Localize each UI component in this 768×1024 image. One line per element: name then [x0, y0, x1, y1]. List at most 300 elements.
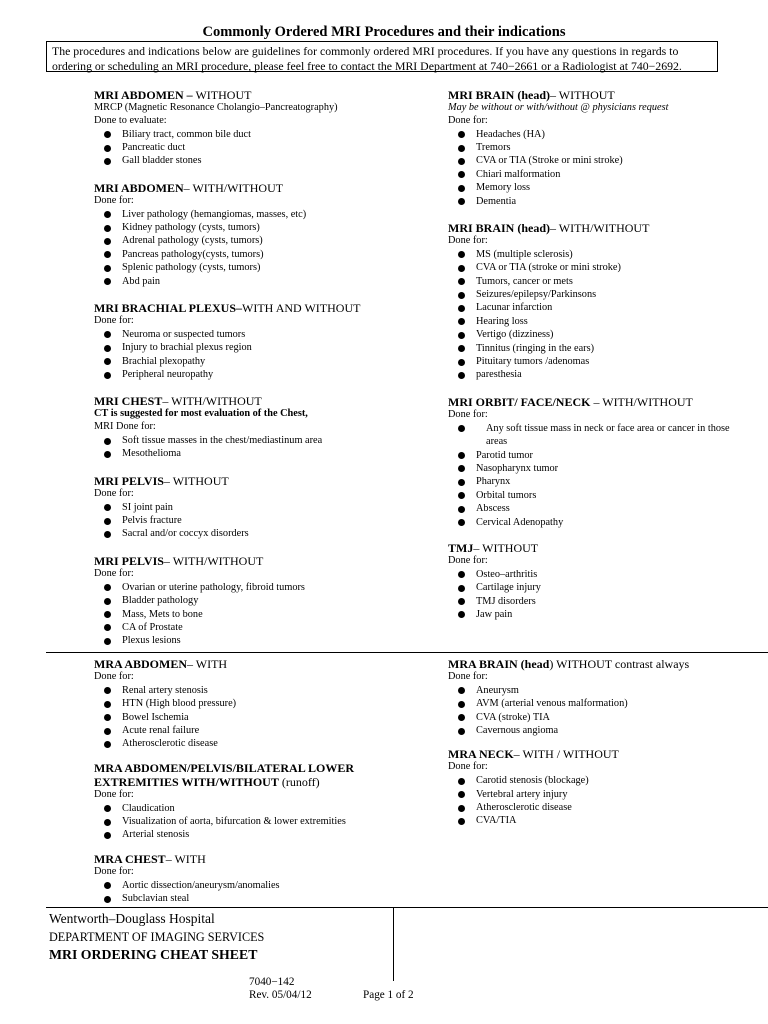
procedure-heading — [448, 657, 748, 671]
indication-item — [94, 828, 434, 841]
procedure-section — [94, 88, 434, 168]
indication-text: Jaw pain — [476, 608, 513, 620]
done-for-label: Done for: — [94, 788, 134, 800]
procedure-name: MRI ABDOMEN — [94, 180, 184, 195]
indication-item — [448, 328, 748, 341]
bullet-icon — [458, 778, 465, 785]
bullet-icon — [104, 896, 111, 903]
bullet-icon — [104, 131, 111, 138]
indication-item — [94, 355, 434, 368]
bullet-icon — [458, 818, 465, 825]
contrast-type: ) WITHOUT contrast always — [549, 657, 690, 671]
indication-text: Soft tissue masses in the chest/mediastinum area — [122, 435, 323, 447]
sheet-title: MRI ORDERING CHEAT SHEET — [49, 947, 258, 962]
contrast-type: – WITHOUT — [163, 473, 229, 488]
indication-item — [448, 595, 748, 608]
indication-text: Pharynx — [476, 476, 511, 488]
indication-text: Lacunar infarction — [476, 302, 553, 314]
procedure-name: EXTREMITIES WITH/WITHOUT — [94, 774, 279, 789]
procedure-heading — [94, 761, 434, 775]
indication-text: Visualization of aorta, bifurcation & lower extremities — [122, 816, 346, 828]
bullet-icon — [104, 882, 111, 889]
indication-text: Tinnitus (ringing in the ears) — [476, 342, 595, 354]
indication-text: CVA or TIA (stroke or mini stroke) — [476, 262, 621, 274]
indication-item — [94, 128, 434, 141]
indication-item — [448, 697, 748, 710]
bullet-icon — [458, 145, 465, 152]
indication-item — [448, 684, 748, 697]
indication-item — [448, 368, 748, 381]
procedure-section — [94, 394, 434, 460]
indication-text: Headaches (HA) — [476, 128, 545, 140]
footer-vertical-divider — [393, 907, 394, 981]
bullet-icon — [104, 518, 111, 525]
bullet-icon — [104, 728, 111, 735]
footer-divider — [46, 907, 768, 908]
indication-text: Cervical Adenopathy — [476, 516, 564, 528]
indication-text: Carotid stenosis (blockage) — [476, 775, 589, 787]
done-for-label: MRI Done for: — [94, 421, 156, 433]
procedure-section — [448, 88, 748, 208]
procedure-heading — [448, 221, 748, 235]
bullet-icon — [458, 359, 465, 366]
procedure-name: MRA CHEST — [94, 851, 166, 866]
indication-text: Claudication — [122, 802, 175, 814]
indication-item — [94, 501, 434, 514]
indication-item — [94, 328, 434, 341]
procedure-name: MRI BRAIN (head) — [448, 88, 550, 102]
procedure-heading — [94, 474, 434, 488]
indication-text: Gall bladder stones — [122, 155, 202, 167]
bullet-icon — [458, 701, 465, 708]
indication-item — [94, 141, 434, 154]
indication-text: Atherosclerotic disease — [476, 802, 572, 814]
indication-text: Biliary tract, common bile duct — [122, 128, 251, 140]
indication-text: paresthesia — [476, 369, 522, 381]
done-for-label: Done for: — [94, 194, 134, 206]
indication-item — [94, 892, 434, 905]
procedure-heading — [448, 747, 748, 761]
indication-text: TMJ disorders — [476, 595, 536, 607]
indication-item — [94, 684, 434, 697]
bullet-icon — [458, 492, 465, 499]
indication-text: Hearing loss — [476, 315, 528, 327]
indication-item — [448, 489, 748, 502]
procedure-heading — [94, 852, 434, 866]
procedure-section — [94, 474, 434, 541]
indication-item — [94, 234, 434, 247]
indication-item — [94, 815, 434, 828]
procedure-note: CT is suggested for most evaluation of the Chest, — [94, 408, 308, 420]
procedure-section — [94, 301, 434, 381]
indication-item — [94, 581, 434, 594]
bullet-icon — [458, 506, 465, 513]
indication-text: Parotid tumor — [476, 449, 533, 461]
indication-text: Cavernous angioma — [476, 725, 559, 737]
done-for-label: Done for: — [94, 315, 134, 327]
indication-text: Tumors, cancer or mets — [476, 275, 573, 287]
contrast-type: – WITH/WITHOUT — [162, 394, 262, 409]
procedure-section — [94, 852, 434, 906]
bullet-icon — [104, 278, 111, 285]
bullet-icon — [104, 504, 111, 511]
indication-text: Bowel Ischemia — [122, 711, 189, 723]
indication-text: AVM (arterial venous malformation) — [476, 698, 628, 710]
procedure-name: MRI BRAIN (head) — [448, 221, 550, 236]
indication-text: Aortic dissection/aneurysm/anomalies — [122, 879, 280, 891]
procedure-heading — [94, 554, 434, 568]
mra-left-column — [94, 657, 434, 905]
bullet-icon — [104, 158, 111, 165]
indication-item — [448, 315, 748, 328]
indication-item — [448, 581, 748, 594]
indication-item — [448, 788, 748, 801]
bullet-icon — [104, 211, 111, 218]
indication-item — [94, 447, 434, 460]
indication-item — [94, 275, 434, 288]
procedure-name: MRI PELVIS — [94, 473, 164, 488]
indication-item — [448, 711, 748, 724]
indication-item — [94, 154, 434, 167]
indication-item — [448, 355, 748, 368]
indication-text: Memory loss — [476, 182, 531, 194]
bullet-icon — [458, 452, 465, 459]
indication-list — [94, 581, 434, 648]
indication-item — [448, 261, 748, 274]
indication-text: Chiari malformation — [476, 168, 561, 180]
indication-text: Dementia — [476, 195, 517, 207]
bullet-icon — [458, 318, 465, 325]
indication-text: Seizures/epilepsy/Parkinsons — [476, 289, 597, 301]
indication-text: Nasopharynx tumor — [476, 462, 559, 474]
bullet-icon — [458, 714, 465, 721]
indication-item — [94, 608, 434, 621]
page-number: Page 1 of 2 — [363, 989, 414, 1001]
page-title: Commonly Ordered MRI Procedures and their indications — [202, 24, 566, 40]
contrast-type: – WITHOUT — [473, 540, 539, 555]
indication-text: CVA/TIA — [476, 815, 517, 827]
indication-text: Neuroma or suspected tumors — [122, 328, 246, 340]
procedure-section — [94, 761, 434, 842]
indication-text: Acute renal failure — [122, 725, 200, 737]
bullet-icon — [104, 265, 111, 272]
bullet-icon — [458, 305, 465, 312]
procedure-name: TMJ — [448, 540, 474, 555]
procedure-name: MRI BRACHIAL PLEXUS– — [94, 301, 243, 316]
indication-text: Liver pathology (hemangiomas, masses, etc) — [122, 208, 307, 220]
bullet-icon — [104, 251, 111, 258]
indication-text: Cartilage injury — [476, 582, 541, 594]
bullet-icon — [104, 638, 111, 645]
indication-item — [448, 724, 748, 737]
indication-list — [94, 328, 434, 382]
bullet-icon — [104, 238, 111, 245]
form-info — [249, 976, 312, 1002]
indication-item — [94, 724, 434, 737]
contrast-type: WITH AND WITHOUT — [242, 301, 361, 316]
bullet-icon — [104, 145, 111, 152]
indication-list — [94, 802, 434, 842]
procedure-section — [448, 747, 748, 827]
procedure-heading — [94, 657, 434, 671]
contrast-type: – WITH — [187, 657, 228, 671]
done-for-label: Done for: — [448, 554, 488, 566]
procedure-heading-line2 — [94, 775, 434, 789]
done-for-label: Done for: — [94, 671, 134, 682]
indication-item — [448, 462, 748, 475]
indication-item — [94, 879, 434, 892]
bullet-icon — [104, 584, 111, 591]
bullet-icon — [458, 265, 465, 272]
procedure-heading — [448, 88, 748, 102]
form-number: 7040−142 — [249, 976, 295, 988]
procedure-section — [94, 554, 434, 648]
procedure-name: MRA ABDOMEN — [94, 657, 187, 671]
bullet-icon — [458, 332, 465, 339]
procedure-section — [94, 181, 434, 288]
indication-text: Orbital tumors — [476, 489, 537, 501]
indication-text: Peripheral neuropathy — [122, 369, 214, 381]
indication-text: Ovarian or uterine pathology, fibroid tumors — [122, 581, 305, 593]
indication-text: Plexus lesions — [122, 635, 181, 647]
indication-list — [94, 501, 434, 541]
bullet-icon — [104, 345, 111, 352]
done-for-label: Done for: — [94, 487, 134, 499]
contrast-type: – WITH / WITHOUT — [513, 747, 619, 762]
intro-box: The procedures and indications below are guidelines for commonly ordered MRI procedures. If you have any questions in regards to ordering or scheduling an MRI procedure, please feel free to contact the MRI Department at 740−2661 or a Radiologist at 740−2692. — [46, 41, 718, 72]
indication-text: MS (multiple sclerosis) — [476, 248, 573, 260]
indication-item — [448, 516, 748, 529]
bullet-icon — [458, 465, 465, 472]
procedure-heading — [94, 394, 434, 408]
bullet-icon — [104, 714, 111, 721]
procedure-heading — [94, 181, 434, 195]
indication-item — [448, 301, 748, 314]
bullet-icon — [104, 451, 111, 458]
indication-text: Injury to brachial plexus region — [122, 342, 252, 354]
indication-item — [448, 774, 748, 787]
indication-item — [448, 342, 748, 355]
bullet-icon — [458, 198, 465, 205]
indication-list — [448, 774, 748, 828]
department-name: DEPARTMENT OF IMAGING SERVICES — [49, 930, 265, 944]
done-for-label: Done for: — [448, 235, 488, 247]
procedure-heading — [448, 395, 748, 409]
bullet-icon — [458, 185, 465, 192]
bullet-icon — [458, 728, 465, 735]
indication-text: Mass, Mets to bone — [122, 608, 203, 620]
indication-list — [448, 248, 748, 382]
bullet-icon — [458, 687, 465, 694]
indication-item — [94, 221, 434, 234]
indication-item — [448, 288, 748, 301]
bullet-icon — [458, 251, 465, 258]
contrast-type: – WITH/WITHOUT — [163, 553, 264, 568]
contrast-type: – WITH/WITHOUT — [183, 180, 284, 195]
indication-list — [448, 422, 748, 529]
procedure-heading — [94, 88, 434, 102]
indication-text: Splenic pathology (cysts, tumors) — [122, 262, 261, 274]
indication-text: CA of Prostate — [122, 621, 183, 633]
indication-list — [448, 684, 748, 738]
bullet-icon — [104, 687, 111, 694]
indication-item — [448, 181, 748, 194]
procedure-heading — [448, 541, 748, 555]
indication-text: Aneurysm — [476, 684, 519, 696]
indication-text: Any soft tissue mass in neck or face area or cancer in those areas — [486, 422, 730, 448]
indication-text: Tremors — [476, 142, 511, 153]
bullet-icon — [104, 701, 111, 708]
bullet-icon — [458, 805, 465, 812]
indication-text: Brachial plexopathy — [122, 355, 206, 367]
indication-item — [94, 434, 434, 447]
section-divider — [46, 652, 768, 653]
indication-item — [448, 568, 748, 581]
procedure-name: MRI ORBIT/ FACE/NECK — [448, 394, 591, 409]
procedure-name: MRI PELVIS — [94, 553, 164, 568]
procedure-name: MRI CHEST — [94, 394, 163, 409]
indication-text: Adrenal pathology (cysts, tumors) — [122, 235, 263, 247]
indication-item — [94, 621, 434, 634]
indication-item — [448, 154, 748, 167]
indication-item — [448, 422, 748, 449]
contrast-type: (runoff) — [278, 774, 320, 789]
indication-item — [94, 594, 434, 607]
indication-item — [448, 275, 748, 288]
procedure-section — [448, 541, 748, 621]
hospital-name: Wentworth–Douglass Hospital — [49, 911, 215, 926]
contrast-type: – WITH — [165, 851, 206, 866]
bullet-icon — [458, 171, 465, 178]
bullet-icon — [104, 225, 111, 232]
revision-date: Rev. 05/04/12 — [249, 989, 312, 1001]
bullet-icon — [458, 571, 465, 578]
bullet-icon — [104, 531, 111, 538]
done-for-label: Done for: — [94, 567, 134, 579]
procedure-name: MRA NECK — [448, 747, 514, 762]
bullet-icon — [458, 158, 465, 165]
indication-item — [94, 527, 434, 540]
indication-text: Pancreas pathology(cysts, tumors) — [122, 248, 264, 260]
indication-text: Pituitary tumors /adenomas — [476, 356, 590, 368]
indication-item — [94, 802, 434, 815]
done-for-label: Done for: — [94, 865, 134, 877]
bullet-icon — [458, 292, 465, 299]
bullet-icon — [104, 624, 111, 631]
bullet-icon — [104, 741, 111, 748]
indication-item — [448, 141, 748, 154]
bullet-icon — [104, 358, 111, 365]
indication-text: Abscess — [476, 503, 510, 515]
done-for-label: Done for: — [448, 761, 488, 773]
indication-item — [448, 801, 748, 814]
indication-item — [94, 341, 434, 354]
mra-right-column — [448, 657, 748, 828]
done-for-label: Done for: — [448, 671, 488, 682]
indication-item — [448, 128, 748, 141]
done-for-label: Done to evaluate: — [94, 114, 167, 126]
indication-text: Subclavian steal — [122, 893, 190, 905]
indication-text: HTN (High blood pressure) — [122, 698, 237, 710]
indication-text: Pancreatic duct — [122, 142, 186, 153]
procedure-heading — [94, 301, 434, 315]
bullet-icon — [458, 519, 465, 526]
indication-item — [94, 368, 434, 381]
indication-item — [448, 502, 748, 515]
bullet-icon — [458, 372, 465, 379]
bullet-icon — [458, 611, 465, 618]
bullet-icon — [458, 131, 465, 138]
procedure-section — [448, 221, 748, 382]
indication-text: Kidney pathology (cysts, tumors) — [122, 222, 260, 234]
indication-item — [94, 634, 434, 647]
indication-text: Vertebral artery injury — [476, 788, 568, 800]
bullet-icon — [104, 598, 111, 605]
mri-left-column — [94, 88, 434, 648]
bullet-icon — [104, 438, 111, 445]
indication-item — [448, 475, 748, 488]
indication-text: Atherosclerotic disease — [122, 738, 218, 750]
procedure-name: MRA ABDOMEN/PELVIS/BILATERAL LOWER — [94, 760, 355, 775]
procedure-name: MRI ABDOMEN – — [94, 88, 193, 102]
indication-list — [94, 434, 434, 461]
indication-text: CVA or TIA (Stroke or mini stroke) — [476, 155, 623, 167]
bullet-icon — [104, 331, 111, 338]
indication-item — [448, 449, 748, 462]
indication-list — [448, 128, 748, 208]
indication-item — [448, 814, 748, 827]
indication-text: Pelvis fracture — [122, 515, 182, 527]
indication-item — [448, 248, 748, 261]
indication-item — [448, 168, 748, 181]
bullet-icon — [458, 585, 465, 592]
indication-text: Abd pain — [122, 275, 161, 287]
indication-item — [94, 737, 434, 750]
contrast-type: – WITHOUT — [550, 88, 615, 102]
contrast-type: – WITH/WITHOUT — [550, 221, 650, 236]
done-for-label: Done for: — [448, 114, 488, 126]
procedure-name: MRA BRAIN (head — [448, 657, 550, 671]
bullet-icon — [104, 832, 111, 839]
indication-item — [94, 248, 434, 261]
procedure-section — [448, 395, 748, 529]
bullet-icon — [458, 345, 465, 352]
done-for-label: MRCP (Magnetic Resonance Cholangio–Pancreatography) — [94, 102, 338, 113]
indication-item — [94, 711, 434, 724]
indication-list — [94, 128, 434, 168]
indication-text: CVA (stroke) TIA — [476, 711, 550, 723]
indication-text: Bladder pathology — [122, 595, 199, 607]
bullet-icon — [458, 791, 465, 798]
indication-item — [94, 261, 434, 274]
done-for-label: Done for: — [448, 408, 488, 420]
procedure-note: May be without or with/without @ physicians request — [448, 102, 669, 113]
bullet-icon — [104, 611, 111, 618]
bullet-icon — [104, 819, 111, 826]
procedure-section — [448, 657, 748, 737]
bullet-icon — [458, 278, 465, 285]
bullet-icon — [458, 425, 465, 432]
bullet-icon — [104, 805, 111, 812]
procedure-section — [94, 657, 434, 751]
bullet-icon — [458, 479, 465, 486]
indication-item — [448, 608, 748, 621]
contrast-type: – WITH/WITHOUT — [590, 394, 693, 409]
indication-list — [94, 879, 434, 906]
indication-text: Renal artery stenosis — [122, 684, 208, 696]
bullet-icon — [104, 372, 111, 379]
indication-list — [94, 208, 434, 288]
